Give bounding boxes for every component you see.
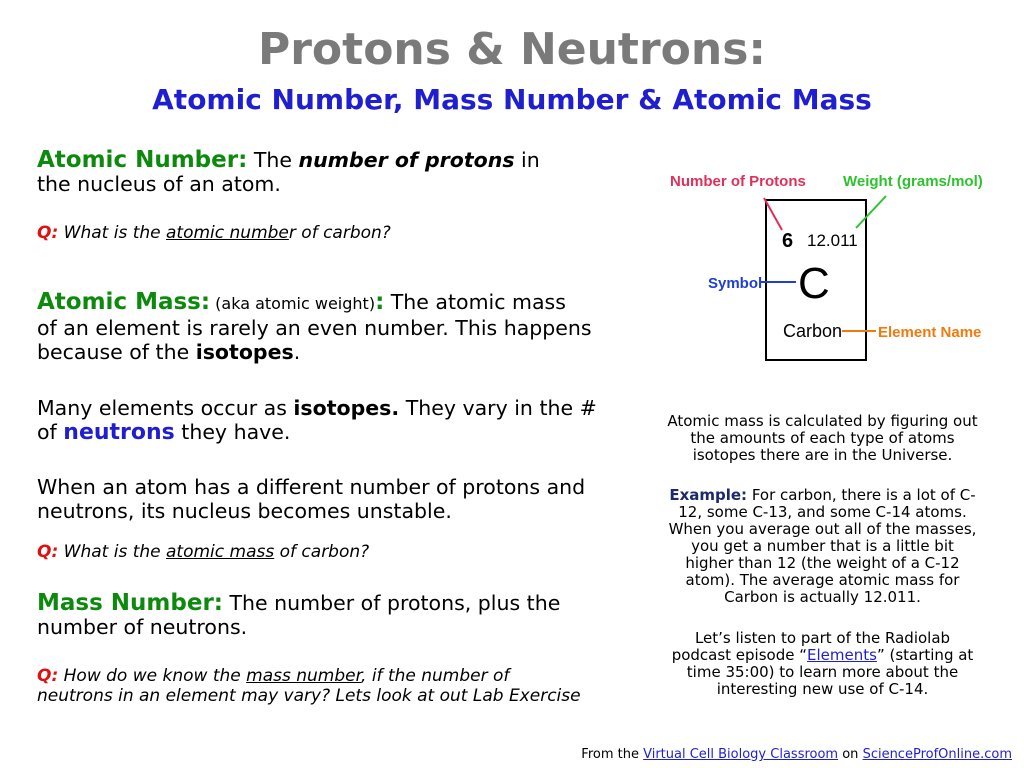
elements-episode-link[interactable]: Elements <box>807 646 877 664</box>
unstable-paragraph: When an atom has a different number of protons and neutrons, its nucleus becomes unstable. <box>37 475 586 523</box>
question-2: Q: What is the atomic mass of carbon? <box>37 542 370 562</box>
atomic-number-heading: Atomic Number <box>37 147 239 173</box>
neutrons-highlight: neutrons <box>63 420 175 445</box>
atomic-mass-value: 12.011 <box>807 231 858 250</box>
number-of-protons-label: Number of Protons <box>670 173 806 190</box>
footer-credit: From the Virtual Cell Biology Classroom on ScienceProfOnline.com <box>581 747 1012 762</box>
weight-label: Weight (grams/mol) <box>843 173 983 190</box>
mass-number-section: Mass Number: The number of protons, plus the number of neutrons. <box>37 590 561 639</box>
page-subtitle: Atomic Number, Mass Number & Atomic Mass <box>152 83 872 116</box>
element-name: Carbon <box>783 321 843 341</box>
carbon-example: Example: For carbon, there is a lot of C- 12, some C-13, and some C-14 atoms. When you average out all of the masses, you get a number that is a little bit higher than 12 (the weight of a C-12 atom). The average atomic mass for Carbon is actually 12.011. <box>668 486 977 606</box>
atomic-number-section: Atomic Number: The number of protons in the nucleus of an atom. <box>37 147 540 196</box>
mass-number-heading: Mass Number: <box>37 590 223 616</box>
isotopes-bold: isotopes <box>195 340 294 364</box>
atomic-number-link[interactable]: atomic numbe <box>166 223 289 243</box>
mass-number-link[interactable]: mass number <box>246 666 362 686</box>
atomic-mass-heading: Atomic Mass: <box>37 289 211 315</box>
question-1: Q: What is the atomic number of carbon? <box>37 223 391 243</box>
element-symbol: C <box>798 259 830 308</box>
element-name-label: Element Name <box>878 324 982 341</box>
page-title: Protons & Neutrons: <box>257 24 767 75</box>
virtual-cell-biology-link[interactable]: Virtual Cell Biology Classroom <box>643 747 839 762</box>
carbon-element-diagram <box>660 160 990 370</box>
question-3: Q: How do we know the mass number, if the number of neutrons in an element may vary? Lets look at out Lab Exercise <box>37 666 581 706</box>
isotopes-paragraph: Many elements occur as isotopes. They vary in the # of neutrons they have. <box>37 396 597 445</box>
number-of-protons-emphasis: number of protons <box>298 148 515 172</box>
atomic-number-value: 6 <box>782 230 794 252</box>
scienceprofonline-link[interactable]: ScienceProfOnline.com <box>862 747 1012 762</box>
radiolab-paragraph: Let’s listen to part of the Radiolab podcast episode “Elements” (starting at time 35:00) to learn more about the interesting new use of C-14. <box>671 629 974 698</box>
atomic-mass-section: Atomic Mass: (aka atomic weight): The atomic mass of an element is rarely an even number. This happens because of the isotopes. <box>37 289 592 364</box>
example-label: Example: <box>669 486 748 504</box>
atomic-mass-explanation: Atomic mass is calculated by figuring out the amounts of each type of atoms isotopes there are in the Universe. <box>667 412 978 464</box>
symbol-label: Symbol <box>708 275 763 292</box>
atomic-mass-link[interactable]: atomic mass <box>166 542 275 562</box>
